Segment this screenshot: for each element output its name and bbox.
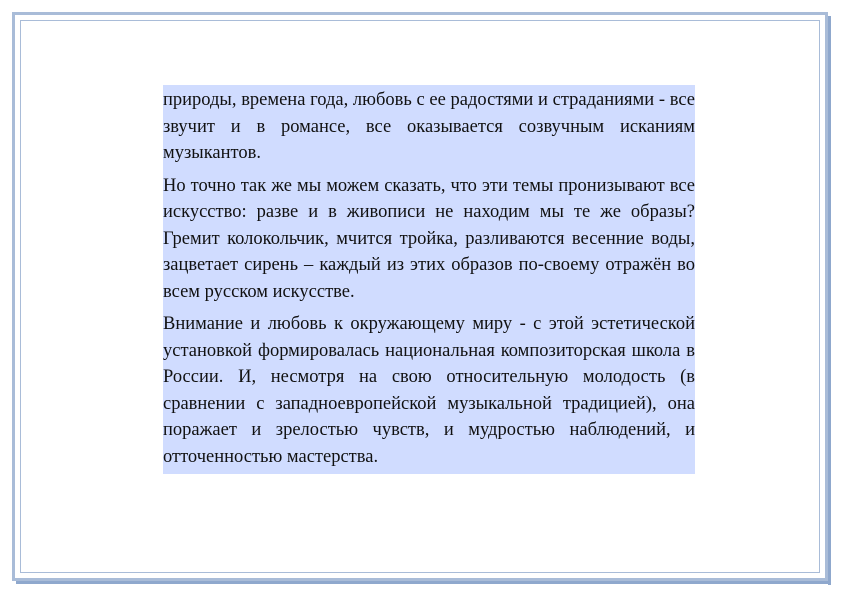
slide-text-block: [163, 85, 695, 474]
paragraph-2: Но точно так же мы можем сказать, что эти темы пронизывают все искусство: разве и в живописи не находим мы те же образы? Гремит колокольчик, мчится тройка, разливаются весенние воды, зацветает сирень – каждый из этих образов по-своему отражён во всем русском искусстве.: [163, 175, 695, 302]
paragraph-3: Внимание и любовь к окружающему миру - с этой эстетической установкой формировалась национальная композиторская школа в России. И, несмотря на свою относительную молодость (в сравнении с западноевропейской музыкальной традицией), она поражает и зрелостью чувств, и мудростью наблюдений, и отточенностью мастерства.: [163, 314, 695, 467]
frame-shadow-right: [828, 16, 831, 585]
paragraph-1: природы, времена года, любовь с ее радостями и страданиями - все звучит и в романсе, все оказывается созвучным исканиям музыкантов.: [163, 90, 695, 163]
frame-shadow-bottom: [16, 581, 831, 584]
